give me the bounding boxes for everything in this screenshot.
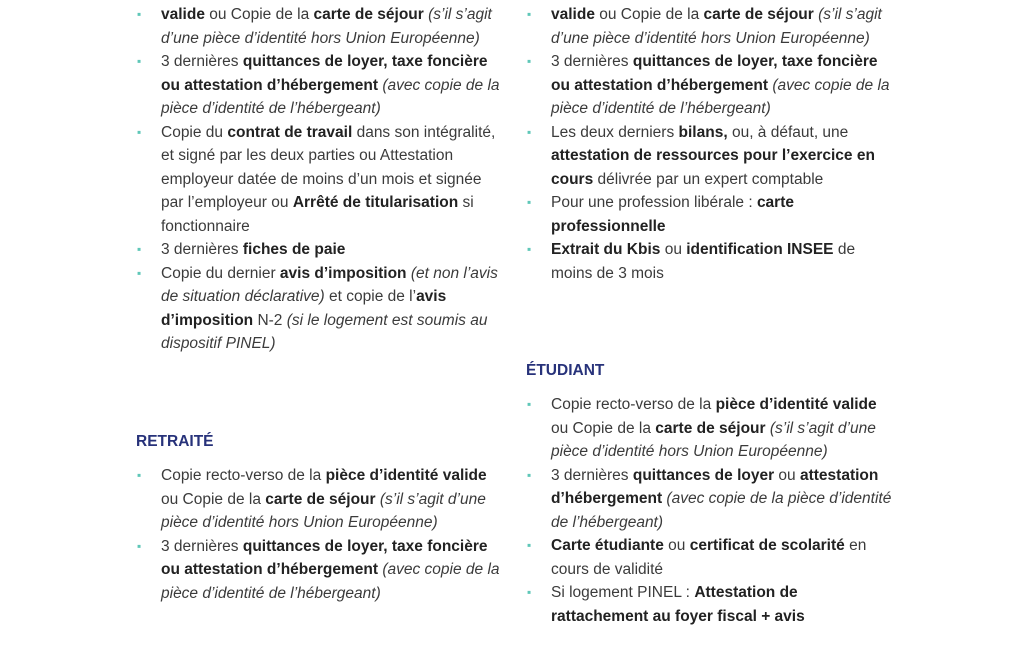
bold-text: quittances de loyer, taxe foncière ou attestation d’hébergement [161, 53, 488, 94]
list-item [526, 464, 898, 535]
bold-text: quittances de loyer, taxe foncière ou attestation d’hébergement [551, 53, 878, 94]
italic-note: (avec copie de la pièce d’identité de l’hébergeant) [161, 76, 500, 117]
item-text: ou Copie de la [204, 6, 314, 23]
section-title-etudiant: ÉTUDIANT [526, 362, 605, 379]
italic-note: (avec copie de la pièce d’identité de l’hébergeant) [161, 561, 500, 602]
bold-text: Extrait du Kbis [551, 241, 661, 258]
italic-note: (si le logement est soumis au dispositif PINEL) [161, 311, 488, 352]
bold-text: Carte étudiante [551, 537, 664, 554]
item-text: ou [660, 241, 687, 258]
item-text: dans son intégralité, et signé par les deux parties ou Attestation employeur datée de moins d’un mois et signée par l’employeur ou [161, 123, 496, 211]
item-text: ou, à défaut, une [727, 123, 849, 141]
item-text: Copie du [161, 123, 228, 141]
bold-text: valide [161, 6, 205, 23]
bold-text: Arrêté de titularisation [292, 194, 459, 211]
item-text: ou Copie de la [594, 6, 704, 23]
item-text: délivrée par un expert comptable [593, 170, 824, 188]
item-text: Les deux derniers [551, 123, 679, 141]
list-item [526, 121, 898, 192]
list-item [136, 535, 508, 606]
item-text: 3 dernières [161, 537, 243, 555]
section-title-retraite: RETRAITÉ [136, 433, 214, 450]
item-text: ou [663, 537, 690, 554]
bold-text: carte de séjour [703, 6, 814, 23]
bold-text: attestation d’hébergement [551, 466, 879, 507]
retraite-document-list [136, 464, 508, 605]
bold-text: avis d’imposition [161, 288, 447, 329]
list-item [136, 464, 508, 535]
etudiant-document-list [526, 393, 898, 628]
bold-text: pièce d’identité valide [715, 396, 877, 413]
bold-text: certificat de scolarité [689, 537, 845, 554]
list-item [136, 50, 508, 121]
italic-note: (s’il s’agit d’une pièce d’identité hors Union Européenne) [161, 490, 486, 531]
item-text: en cours de validité [551, 537, 867, 578]
item-text: et copie de l’ [324, 288, 417, 305]
bold-text: valide [551, 6, 595, 23]
item-text: Pour une profession libérale : [551, 194, 757, 211]
bold-text: carte de séjour [313, 6, 424, 23]
italic-note: (s’il s’agit d’une pièce d’identité hors Union Européenne) [551, 6, 882, 47]
independent-document-list [526, 3, 898, 285]
bold-text: carte professionnelle [551, 194, 794, 235]
bold-text: identification INSEE [686, 241, 834, 258]
list-item [136, 262, 508, 356]
list-item [526, 50, 898, 121]
item-text: ou [774, 466, 800, 484]
list-item [526, 534, 898, 581]
bold-text: attestation de ressources pour l’exercice en cours [551, 147, 875, 188]
italic-note: (s’il s’agit d’une pièce d’identité hors Union Européenne) [161, 6, 492, 47]
bold-text: bilans, [678, 123, 728, 141]
item-text: 3 dernières [551, 53, 633, 70]
list-item [136, 121, 508, 239]
list-item [526, 3, 898, 50]
italic-note: (avec copie de la pièce d’identité de l’hébergeant) [551, 76, 890, 117]
item-text: ou Copie de la [551, 419, 656, 437]
item-text: N-2 [253, 311, 287, 329]
list-item [136, 238, 508, 262]
item-text: 3 dernières [161, 53, 243, 70]
bold-text: carte de séjour [655, 419, 766, 437]
bold-text: avis d’imposition [279, 264, 407, 282]
bold-text: quittances de loyer, taxe foncière ou attestation d’hébergement [161, 537, 488, 578]
list-item [526, 238, 898, 285]
italic-note: (s’il s’agit d’une pièce d’identité hors Union Européenne) [551, 419, 876, 460]
bold-text: Attestation de rattachement au foyer fiscal + avis [551, 584, 805, 625]
list-item [526, 393, 898, 464]
italic-note: (avec copie de la pièce d’identité de l’hébergeant) [551, 490, 892, 531]
list-item [136, 3, 508, 50]
bold-text: carte de séjour [265, 490, 376, 508]
list-item [526, 191, 898, 238]
item-text: Copie recto-verso de la [551, 396, 716, 413]
italic-note: (et non l’avis de situation déclarative) [161, 264, 498, 305]
bold-text: pièce d’identité valide [325, 467, 487, 484]
bold-text: quittances de loyer [632, 466, 775, 484]
item-text: de moins de 3 mois [551, 241, 856, 282]
employee-document-list [136, 3, 508, 356]
bold-text: fiches de paie [242, 241, 346, 258]
item-text: Si logement PINEL : [551, 584, 695, 601]
item-text: 3 dernières [161, 241, 243, 258]
item-text: si fonctionnaire [161, 194, 474, 235]
bold-text: contrat de travail [227, 123, 353, 141]
item-text: Copie recto-verso de la [161, 467, 326, 484]
list-item [526, 581, 898, 628]
item-text: ou Copie de la [161, 490, 266, 508]
item-text: 3 dernières [551, 466, 633, 484]
item-text: Copie du dernier [161, 264, 280, 282]
